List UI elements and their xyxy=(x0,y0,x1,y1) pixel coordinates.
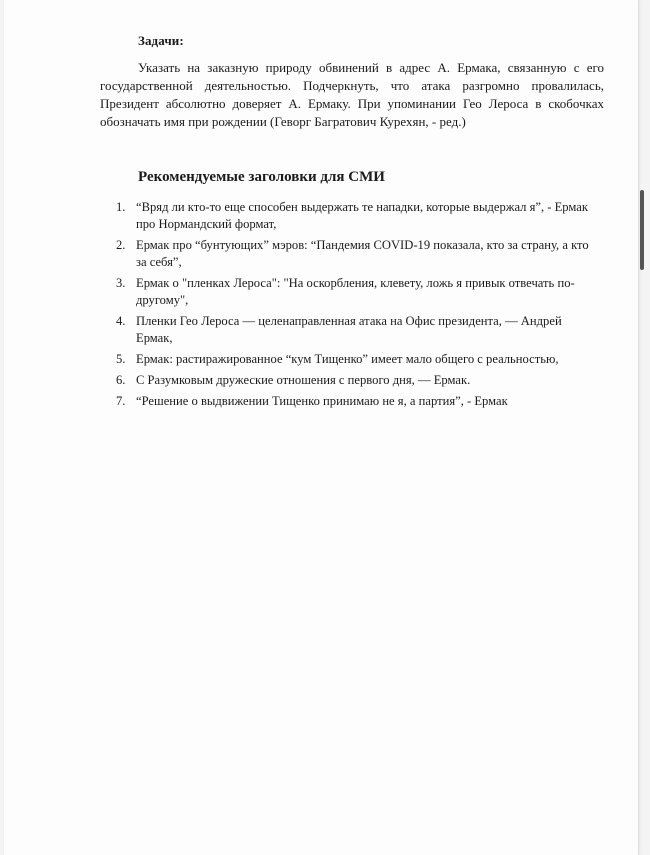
vertical-scrollbar[interactable] xyxy=(640,190,644,270)
headline-text: Ермак: растиражированное “кум Тищенко” имеет мало общего с реальностью, xyxy=(136,352,559,366)
headline-number: 5. xyxy=(116,352,126,366)
headline-number: 4. xyxy=(116,314,126,328)
headline-item xyxy=(100,275,600,309)
headline-item xyxy=(100,313,600,347)
tasks-paragraph: Указать на заказную природу обвинений в адрес А. Ермака, связанную с его государственной деятельностью. Подчеркнуть, что атака разгромно провалилась, Президент абсолютно доверяет А. Ермаку. При упоминании Гео Лероса в скобочках обозначать имя при рождении (Геворг Багратович Курехян, - ред.) xyxy=(100,60,604,129)
headline-number: 2. xyxy=(116,238,126,252)
headline-text: “Вряд ли кто-то еще способен выдержать те нападки, которые выдержал я”, - Ермак про Нормандский формат, xyxy=(136,200,588,231)
headline-item xyxy=(100,199,600,233)
document-page xyxy=(4,0,639,855)
headline-item xyxy=(100,372,600,389)
headline-text: Ермак про “бунтующих” мэров: “Пандемия COVID-19 показала, кто за страну, а кто за себя”, xyxy=(136,238,589,269)
tasks-heading: Задачи: xyxy=(138,33,184,48)
headline-item xyxy=(100,393,600,410)
headline-number: 3. xyxy=(116,276,126,290)
headline-number: 6. xyxy=(116,373,126,387)
headlines-list xyxy=(100,199,600,414)
headline-item xyxy=(100,351,600,368)
headline-number: 7. xyxy=(116,394,126,408)
headline-item xyxy=(100,237,600,271)
headline-text: “Решение о выдвижении Тищенко принимаю не я, а партия”, - Ермак xyxy=(136,394,508,408)
headline-text: Ермак о "пленках Лероса": "На оскорбления, клевету, ложь я привык отвечать по-другому", xyxy=(136,276,575,307)
headline-text: С Разумковым дружеские отношения с первого дня, — Ермак. xyxy=(136,373,471,387)
headline-number: 1. xyxy=(116,200,126,214)
media-headlines-heading: Рекомендуемые заголовки для СМИ xyxy=(138,169,385,185)
headline-text: Пленки Гео Лероса — целенаправленная атака на Офис президента, — Андрей Ермак, xyxy=(136,314,562,345)
